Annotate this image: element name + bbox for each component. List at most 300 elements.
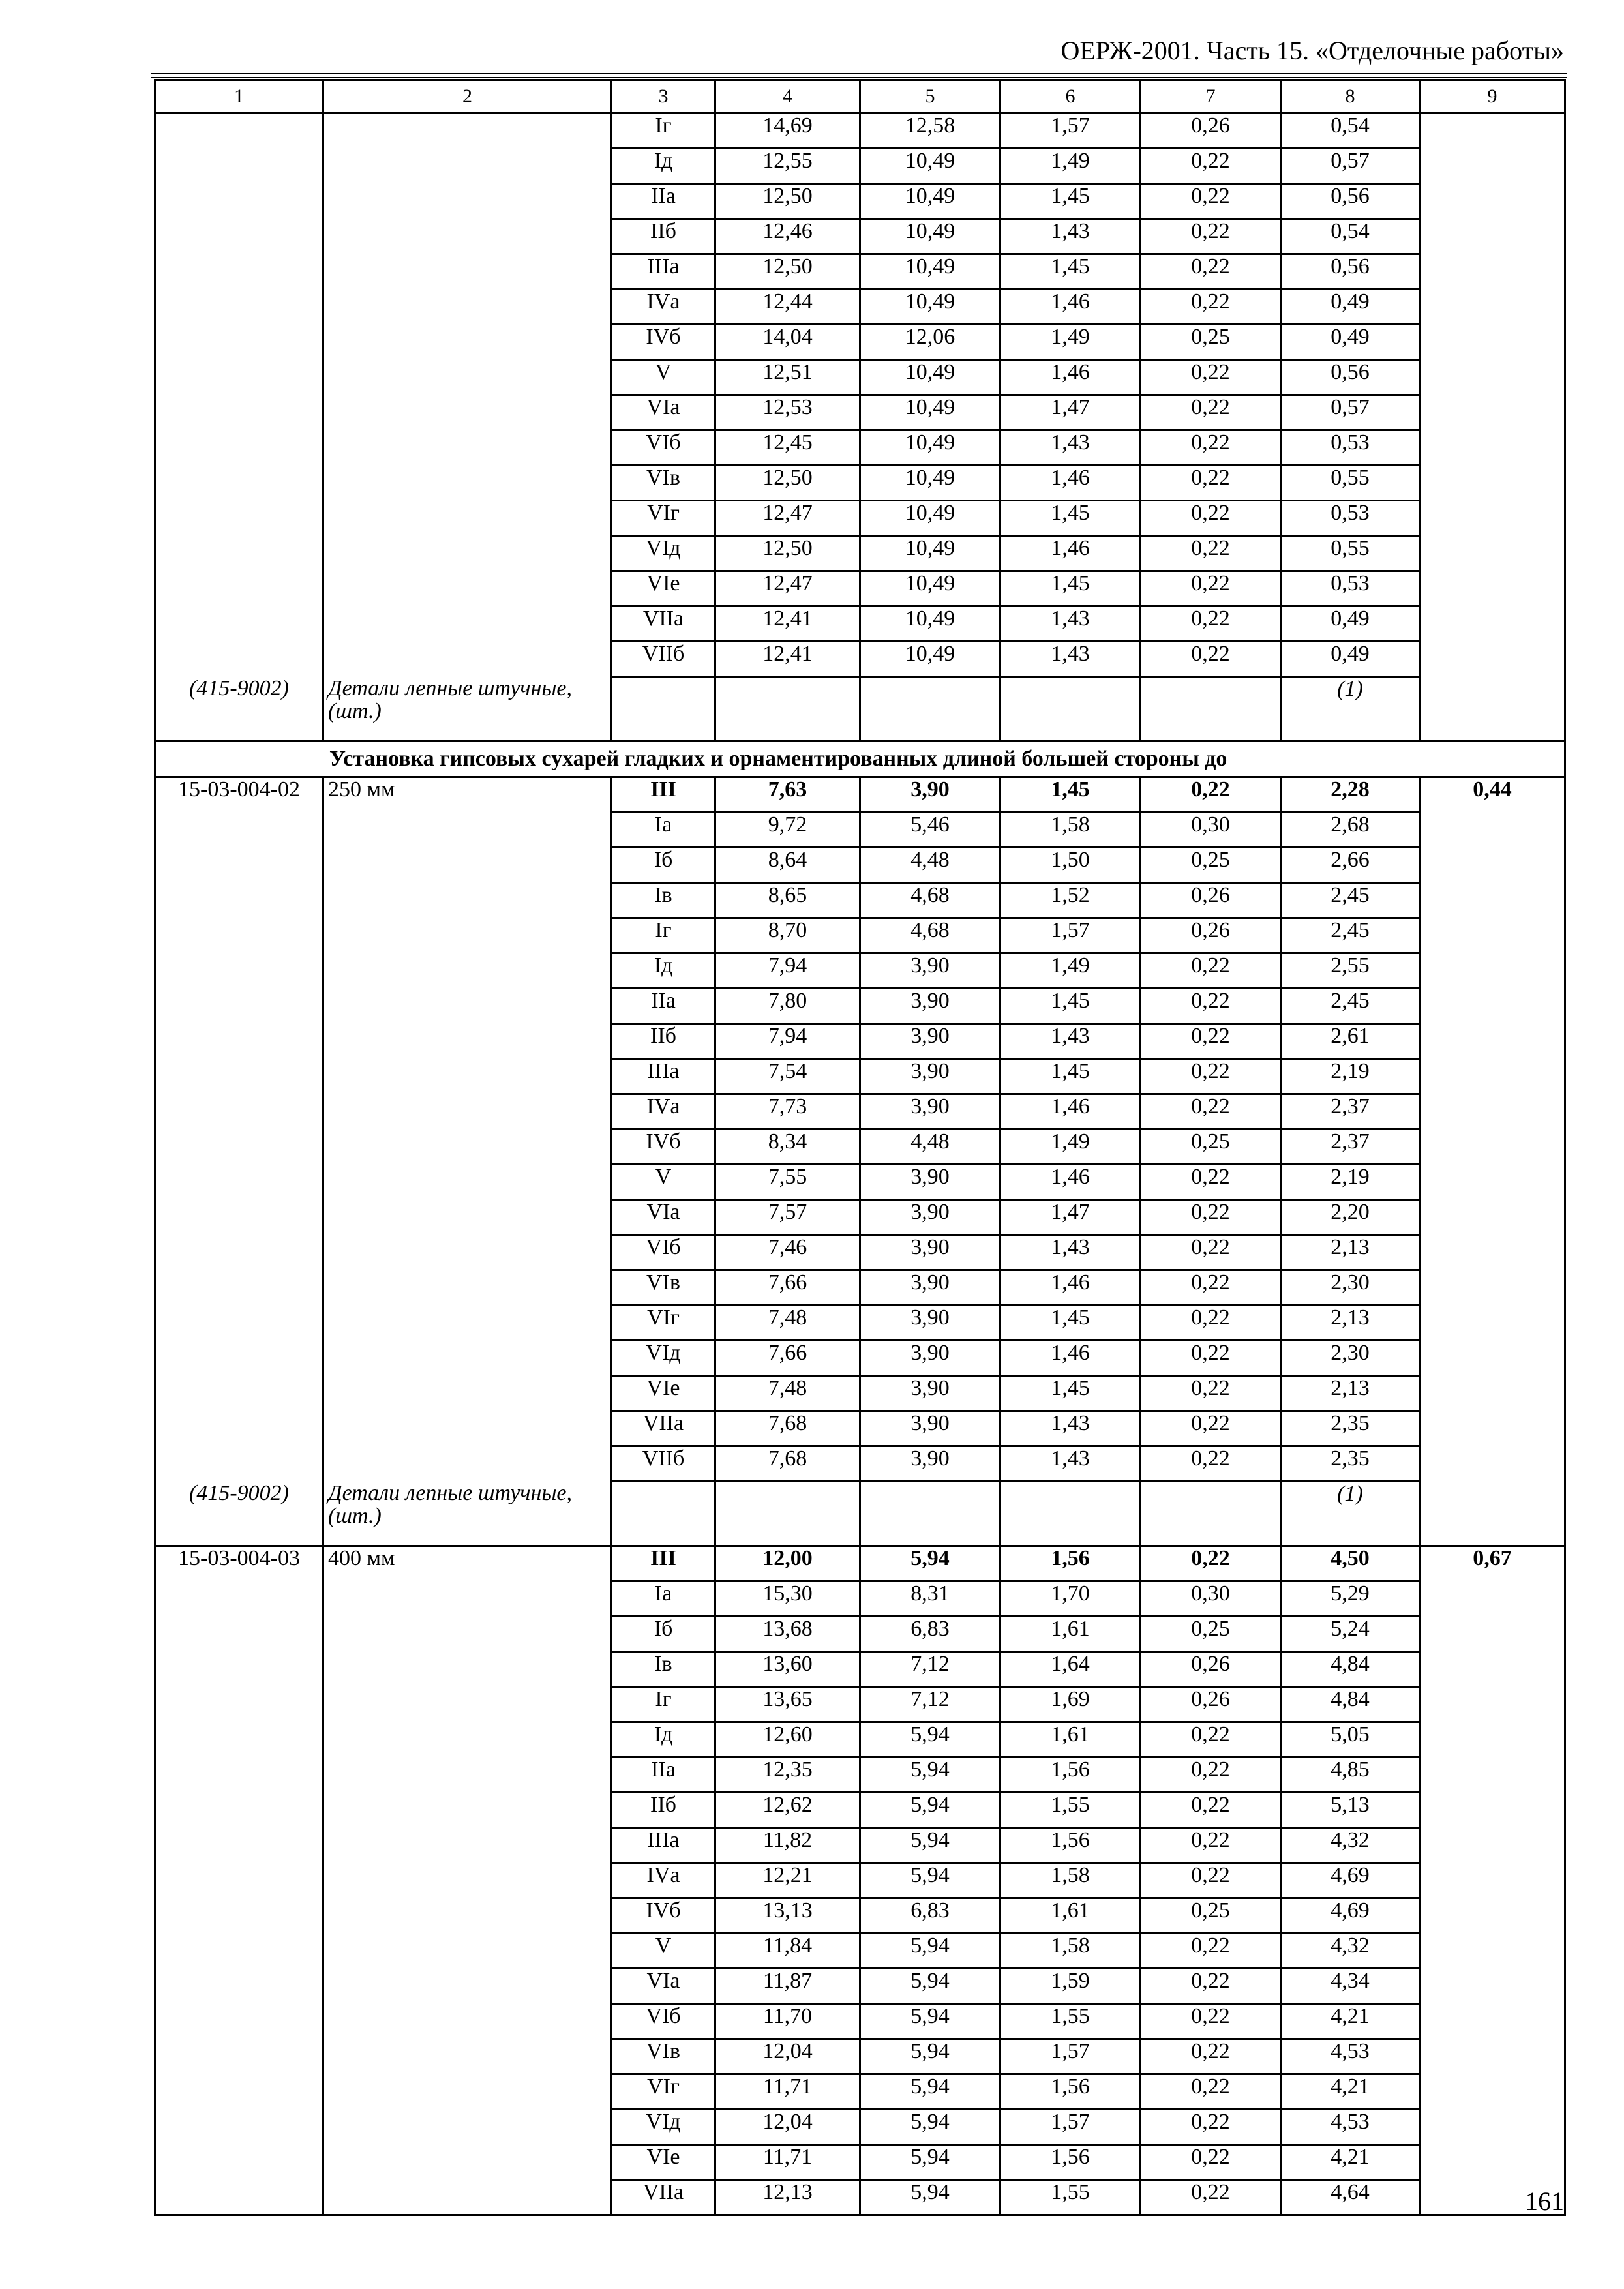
value-cell: 10,49	[860, 430, 1000, 466]
zone-row	[155, 642, 1565, 677]
value-cell: 12,62	[715, 1793, 860, 1828]
norm-code	[155, 1863, 323, 1898]
value-cell: 3,90	[860, 777, 1000, 813]
zone-row	[155, 571, 1565, 606]
value-cell: 2,19	[1281, 1059, 1420, 1094]
value-cell: 1,43	[1000, 1024, 1141, 1059]
norm-code: 15-03-004-02	[155, 777, 323, 813]
value-cell: 3,90	[860, 1411, 1000, 1446]
value-cell: 1,50	[1000, 848, 1141, 883]
norm-title	[323, 1059, 612, 1094]
value-cell: 0,25	[1141, 848, 1281, 883]
value-cell: 12,50	[715, 466, 860, 501]
norm-code	[155, 883, 323, 918]
value-cell: 5,94	[860, 2004, 1000, 2039]
value-cell: 0,53	[1281, 430, 1420, 466]
value-cell: 2,45	[1281, 989, 1420, 1024]
value-cell	[1420, 1270, 1565, 1306]
norm-code	[155, 1094, 323, 1130]
zone-cell: VIв	[612, 1270, 715, 1306]
value-cell: 4,21	[1281, 2004, 1420, 2039]
value-cell: 12,35	[715, 1758, 860, 1793]
value-cell: 7,63	[715, 777, 860, 813]
value-cell: 0,56	[1281, 184, 1420, 219]
norm-code	[155, 1411, 323, 1446]
norm-title	[323, 1165, 612, 1200]
value-cell: 12,04	[715, 2039, 860, 2074]
value-cell: 0,22	[1141, 989, 1281, 1024]
value-cell: 12,46	[715, 219, 860, 254]
value-cell: 3,90	[860, 1235, 1000, 1270]
zone-cell: VIе	[612, 571, 715, 606]
column-number: 2	[323, 80, 612, 113]
value-cell: 0,56	[1281, 360, 1420, 395]
norm-title	[323, 848, 612, 883]
value-cell: 2,35	[1281, 1411, 1420, 1446]
zone-row	[155, 430, 1565, 466]
value-cell: 5,29	[1281, 1581, 1420, 1617]
value-cell	[1420, 1341, 1565, 1376]
value-cell	[1420, 1376, 1565, 1411]
value-cell: 1,46	[1000, 1165, 1141, 1200]
header-rule	[151, 73, 1567, 74]
running-header: ОЕРЖ-2001. Часть 15. «Отделочные работы»	[1060, 36, 1564, 65]
zone-cell: VIг	[612, 501, 715, 536]
value-cell: 3,90	[860, 1341, 1000, 1376]
value-cell	[1420, 2074, 1565, 2110]
norm-code	[155, 571, 323, 606]
value-cell: 10,49	[860, 501, 1000, 536]
value-cell	[1420, 1617, 1565, 1652]
value-cell	[1420, 1687, 1565, 1722]
norm-title	[323, 1130, 612, 1165]
value-cell: 0,22	[1141, 1235, 1281, 1270]
zone-row	[155, 1165, 1565, 1200]
value-cell: 0,22	[1141, 2110, 1281, 2145]
value-cell	[1420, 1024, 1565, 1059]
zone-cell: IIа	[612, 1758, 715, 1793]
norm-title: 250 мм	[323, 777, 612, 813]
zone-cell: IIIа	[612, 1059, 715, 1094]
norm-title	[323, 1306, 612, 1341]
value-cell: 3,90	[860, 1024, 1000, 1059]
value-cell: 0,57	[1281, 149, 1420, 184]
norm-title	[323, 2004, 612, 2039]
value-cell: 0,22	[1141, 1165, 1281, 1200]
value-cell: 1,49	[1000, 953, 1141, 989]
value-cell: 1,52	[1000, 883, 1141, 918]
empty-cell	[860, 1482, 1000, 1546]
value-cell: 4,48	[860, 848, 1000, 883]
resource-quantity: (1)	[1281, 1482, 1420, 1546]
empty-cell	[612, 1482, 715, 1546]
value-cell: 2,30	[1281, 1341, 1420, 1376]
value-cell: 2,68	[1281, 813, 1420, 848]
zone-row	[155, 466, 1565, 501]
norm-code	[155, 395, 323, 430]
value-cell: 1,57	[1000, 2039, 1141, 2074]
value-cell: 0,22	[1141, 2074, 1281, 2110]
norm-code	[155, 2110, 323, 2145]
value-cell	[1420, 2110, 1565, 2145]
value-cell: 0,22	[1141, 430, 1281, 466]
value-cell: 12,47	[715, 501, 860, 536]
value-cell: 7,54	[715, 1059, 860, 1094]
value-cell: 12,55	[715, 149, 860, 184]
value-cell: 0,22	[1141, 1411, 1281, 1446]
value-cell: 0,22	[1141, 536, 1281, 571]
value-cell: 0,22	[1141, 395, 1281, 430]
norm-title	[323, 642, 612, 677]
norm-title: 400 мм	[323, 1546, 612, 1581]
zone-cell: VIг	[612, 2074, 715, 2110]
value-cell	[1420, 1411, 1565, 1446]
value-cell: 11,70	[715, 2004, 860, 2039]
zone-cell: Iа	[612, 1581, 715, 1617]
zone-row	[155, 813, 1565, 848]
value-cell: 2,61	[1281, 1024, 1420, 1059]
norm-title	[323, 325, 612, 360]
value-cell: 1,64	[1000, 1652, 1141, 1687]
value-cell: 4,53	[1281, 2110, 1420, 2145]
value-cell: 12,50	[715, 536, 860, 571]
value-cell	[1420, 989, 1565, 1024]
value-cell	[1420, 1934, 1565, 1969]
norm-title	[323, 2110, 612, 2145]
value-cell	[1420, 953, 1565, 989]
column-number-row	[155, 80, 1565, 113]
value-cell: 1,43	[1000, 642, 1141, 677]
norm-code	[155, 1934, 323, 1969]
value-cell: 1,45	[1000, 501, 1141, 536]
zone-row	[155, 2110, 1565, 2145]
value-cell	[1420, 1828, 1565, 1863]
value-cell: 4,69	[1281, 1863, 1420, 1898]
norm-title	[323, 2145, 612, 2180]
zone-cell: IVб	[612, 1130, 715, 1165]
norm-code	[155, 848, 323, 883]
zone-row	[155, 1934, 1565, 1969]
norm-title	[323, 606, 612, 642]
zone-cell: VIе	[612, 1376, 715, 1411]
value-cell	[1420, 325, 1565, 360]
value-cell: 8,70	[715, 918, 860, 953]
value-cell: 4,85	[1281, 1758, 1420, 1793]
norm-code	[155, 184, 323, 219]
norm-code	[155, 1165, 323, 1200]
zone-row	[155, 1898, 1565, 1934]
value-cell: 0,22	[1141, 642, 1281, 677]
value-cell	[1420, 918, 1565, 953]
zone-cell: III	[612, 1546, 715, 1581]
norm-title	[323, 2039, 612, 2074]
value-cell: 1,46	[1000, 1341, 1141, 1376]
value-cell: 5,94	[860, 1793, 1000, 1828]
norm-title	[323, 219, 612, 254]
value-cell: 7,66	[715, 1341, 860, 1376]
value-cell	[1420, 501, 1565, 536]
value-cell	[1420, 1059, 1565, 1094]
value-cell: 1,46	[1000, 536, 1141, 571]
value-cell: 8,31	[860, 1581, 1000, 1617]
norm-code	[155, 1270, 323, 1306]
zone-cell: VIд	[612, 1341, 715, 1376]
value-cell: 10,49	[860, 184, 1000, 219]
value-cell: 12,00	[715, 1546, 860, 1581]
zone-cell: IVб	[612, 1898, 715, 1934]
value-cell: 10,49	[860, 466, 1000, 501]
norm-code	[155, 1793, 323, 1828]
zone-cell: Iг	[612, 1687, 715, 1722]
value-cell: 10,49	[860, 606, 1000, 642]
norm-code	[155, 1446, 323, 1482]
value-cell	[1420, 2039, 1565, 2074]
value-cell: 7,68	[715, 1446, 860, 1482]
value-cell: 1,47	[1000, 395, 1141, 430]
value-cell: 1,58	[1000, 813, 1141, 848]
column-number: 9	[1420, 80, 1565, 113]
value-cell: 7,73	[715, 1094, 860, 1130]
zone-cell: V	[612, 1165, 715, 1200]
value-cell: 10,49	[860, 571, 1000, 606]
value-cell: 0,55	[1281, 466, 1420, 501]
value-cell: 1,47	[1000, 1200, 1141, 1235]
value-cell: 1,46	[1000, 466, 1141, 501]
norm-main-row	[155, 777, 1565, 813]
value-cell: 10,49	[860, 219, 1000, 254]
value-cell: 5,94	[860, 1758, 1000, 1793]
value-cell: 7,55	[715, 1165, 860, 1200]
norm-title	[323, 184, 612, 219]
value-cell: 5,46	[860, 813, 1000, 848]
column-number: 8	[1281, 80, 1420, 113]
value-cell: 0,22	[1141, 1446, 1281, 1482]
norm-title	[323, 1793, 612, 1828]
zone-row	[155, 918, 1565, 953]
norm-title	[323, 113, 612, 149]
empty-cell	[860, 677, 1000, 741]
value-cell: 0,53	[1281, 571, 1420, 606]
norm-title	[323, 1617, 612, 1652]
value-cell	[1420, 1969, 1565, 2004]
norm-code	[155, 1341, 323, 1376]
value-cell: 10,49	[860, 360, 1000, 395]
value-cell: 3,90	[860, 1200, 1000, 1235]
zone-cell: VIг	[612, 1306, 715, 1341]
value-cell: 0,22	[1141, 360, 1281, 395]
value-cell: 10,49	[860, 254, 1000, 290]
value-cell	[1420, 1652, 1565, 1687]
value-cell	[1420, 184, 1565, 219]
value-cell: 0,25	[1141, 1617, 1281, 1652]
norm-code	[155, 1687, 323, 1722]
value-cell	[1420, 883, 1565, 918]
zone-row	[155, 395, 1565, 430]
zone-cell: IIб	[612, 1793, 715, 1828]
value-cell: 2,30	[1281, 1270, 1420, 1306]
value-cell: 0,22	[1141, 1934, 1281, 1969]
value-cell: 5,94	[860, 2074, 1000, 2110]
norm-code	[155, 1969, 323, 2004]
value-cell: 1,49	[1000, 325, 1141, 360]
zone-row	[155, 1235, 1565, 1270]
value-cell: 3,90	[860, 989, 1000, 1024]
value-cell	[1420, 571, 1565, 606]
value-cell: 0,30	[1141, 1581, 1281, 1617]
norm-title	[323, 1581, 612, 1617]
value-cell: 0,25	[1141, 325, 1281, 360]
value-cell: 0,53	[1281, 501, 1420, 536]
value-cell: 10,49	[860, 149, 1000, 184]
value-cell: 1,45	[1000, 571, 1141, 606]
zone-cell: VIа	[612, 395, 715, 430]
zone-row	[155, 2180, 1565, 2215]
value-cell: 1,45	[1000, 1306, 1141, 1341]
zone-row	[155, 1652, 1565, 1687]
norm-code	[155, 1130, 323, 1165]
value-cell: 13,65	[715, 1687, 860, 1722]
resource-row	[155, 677, 1565, 741]
zone-row	[155, 1270, 1565, 1306]
value-cell: 5,94	[860, 1828, 1000, 1863]
zone-row	[155, 953, 1565, 989]
zone-row	[155, 2074, 1565, 2110]
zone-row	[155, 606, 1565, 642]
zone-cell: V	[612, 360, 715, 395]
column-number: 3	[612, 80, 715, 113]
value-cell: 1,56	[1000, 1758, 1141, 1793]
value-cell: 6,83	[860, 1898, 1000, 1934]
value-cell: 0,22	[1141, 219, 1281, 254]
value-cell: 12,53	[715, 395, 860, 430]
value-cell: 1,57	[1000, 2110, 1141, 2145]
value-cell: 3,90	[860, 1270, 1000, 1306]
value-cell: 4,84	[1281, 1652, 1420, 1687]
norm-title	[323, 1024, 612, 1059]
zone-cell: Iд	[612, 953, 715, 989]
value-cell	[1420, 848, 1565, 883]
value-cell: 7,66	[715, 1270, 860, 1306]
value-cell: 4,68	[860, 883, 1000, 918]
zone-row	[155, 290, 1565, 325]
norm-title	[323, 953, 612, 989]
value-cell: 1,58	[1000, 1863, 1141, 1898]
value-cell: 2,45	[1281, 883, 1420, 918]
zone-cell: IIIа	[612, 1828, 715, 1863]
value-cell	[1420, 254, 1565, 290]
value-cell: 0,26	[1141, 113, 1281, 149]
zone-row	[155, 1828, 1565, 1863]
zone-cell: IIа	[612, 989, 715, 1024]
value-cell: 0,67	[1420, 1546, 1565, 1581]
norm-code	[155, 2145, 323, 2180]
value-cell: 1,69	[1000, 1687, 1141, 1722]
value-cell	[1420, 2004, 1565, 2039]
value-cell: 0,22	[1141, 1341, 1281, 1376]
norm-title	[323, 395, 612, 430]
value-cell: 15,30	[715, 1581, 860, 1617]
value-cell: 10,49	[860, 290, 1000, 325]
zone-cell: V	[612, 1934, 715, 1969]
value-cell	[1420, 1094, 1565, 1130]
value-cell: 3,90	[860, 1306, 1000, 1341]
value-cell: 12,04	[715, 2110, 860, 2145]
zone-row	[155, 2145, 1565, 2180]
value-cell: 2,13	[1281, 1376, 1420, 1411]
value-cell: 5,94	[860, 2180, 1000, 2215]
value-cell: 4,50	[1281, 1546, 1420, 1581]
value-cell: 12,50	[715, 254, 860, 290]
zone-row	[155, 2039, 1565, 2074]
norm-title	[323, 571, 612, 606]
value-cell: 1,56	[1000, 2074, 1141, 2110]
norm-title	[323, 1411, 612, 1446]
norm-title	[323, 360, 612, 395]
norm-title	[323, 989, 612, 1024]
value-cell: 0,26	[1141, 1652, 1281, 1687]
value-cell: 1,61	[1000, 1722, 1141, 1758]
value-cell: 0,22	[1141, 149, 1281, 184]
norm-title	[323, 1652, 612, 1687]
zone-cell: VIв	[612, 2039, 715, 2074]
value-cell: 7,48	[715, 1376, 860, 1411]
norm-title	[323, 918, 612, 953]
resource-code: (415-9002)	[155, 1482, 323, 1546]
zone-row	[155, 883, 1565, 918]
value-cell	[1420, 360, 1565, 395]
zone-row	[155, 1094, 1565, 1130]
value-cell: 0,22	[1141, 1306, 1281, 1341]
norm-code	[155, 918, 323, 953]
value-cell: 2,37	[1281, 1130, 1420, 1165]
zone-row	[155, 501, 1565, 536]
norm-main-row	[155, 1546, 1565, 1581]
norm-title	[323, 1094, 612, 1130]
value-cell: 12,60	[715, 1722, 860, 1758]
value-cell: 5,94	[860, 1934, 1000, 1969]
zone-row	[155, 219, 1565, 254]
norm-code	[155, 953, 323, 989]
value-cell	[1420, 113, 1565, 149]
value-cell: 13,68	[715, 1617, 860, 1652]
zone-row	[155, 1793, 1565, 1828]
value-cell: 0,56	[1281, 254, 1420, 290]
value-cell: 1,45	[1000, 1059, 1141, 1094]
value-cell: 1,45	[1000, 989, 1141, 1024]
value-cell: 0,22	[1141, 2039, 1281, 2074]
zone-cell: Iа	[612, 813, 715, 848]
value-cell: 3,90	[860, 1446, 1000, 1482]
value-cell: 3,90	[860, 1376, 1000, 1411]
value-cell: 1,43	[1000, 219, 1141, 254]
norm-title	[323, 1969, 612, 2004]
resource-row	[155, 1482, 1565, 1546]
page-number: 161	[1525, 2187, 1564, 2216]
value-cell	[1420, 1446, 1565, 1482]
value-cell: 12,41	[715, 606, 860, 642]
value-cell: 1,55	[1000, 2004, 1141, 2039]
zone-cell: VIIа	[612, 1411, 715, 1446]
value-cell: 0,22	[1141, 571, 1281, 606]
norms-table	[154, 79, 1566, 2216]
zone-row	[155, 360, 1565, 395]
value-cell: 0,22	[1141, 1094, 1281, 1130]
norm-code	[155, 1235, 323, 1270]
value-cell: 8,65	[715, 883, 860, 918]
zone-cell: VIа	[612, 1969, 715, 2004]
norm-title	[323, 430, 612, 466]
value-cell: 0,22	[1141, 1828, 1281, 1863]
